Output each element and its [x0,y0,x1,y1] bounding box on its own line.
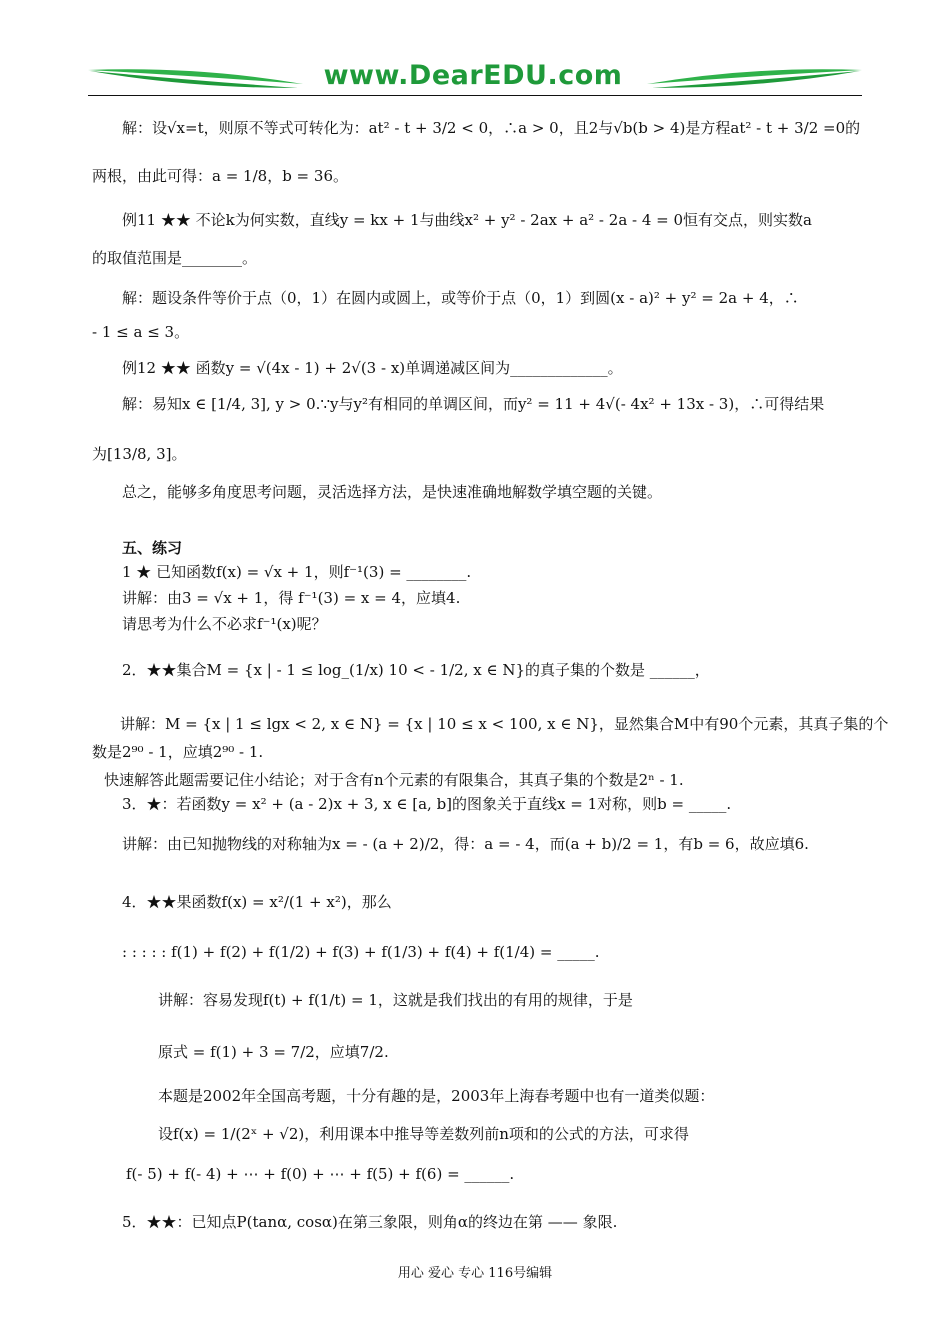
text-line: 2．★★集合M = {x | - 1 ≤ log_(1/x) 10 < - 1/2, x ∈ N}的真子集的个数是 ______， [122,661,710,679]
page-header [88,58,862,98]
text-line: 讲解：M = {x | 1 ≤ lgx < 2, x ∈ N} = {x | 10 ≤ x < 100, x ∈ N}，显然集合M中有90个元素，其真子集的个 [120,715,889,733]
site-logo[interactable]: www.DearEDU.com [323,60,623,91]
text-line: 设f(x) = 1/(2ˣ + √2)，利用课本中推导等差数列前n项和的公式的方法，可求得 [158,1125,689,1143]
text-line: f(- 5) + f(- 4) + ⋯ + f(0) + ⋯ + f(5) + f(6) = ______. [126,1165,515,1183]
text-line: 为[13/8, 3]。 [92,445,187,463]
text-line: 讲解：容易发现f(t) + f(1/t) = 1，这就是我们找出的有用的规律，于是 [158,991,633,1009]
text-line: - 1 ≤ a ≤ 3。 [92,323,190,341]
text-line: 快速解答此题需要记住小结论；对于含有n个元素的有限集合，其真子集的个数是2ⁿ - 1. [104,771,684,789]
text-line: 4．★★果函数f(x) = x²/(1 + x²)，那么 [122,893,392,911]
text-line: 5．★★：已知点P(tanα, cosα)在第三象限，则角α的终边在第 —— 象限. [122,1213,618,1231]
page-footer: 用心 爱心 专心 116号编辑 [397,1266,553,1281]
text-line: 原式 = f(1) + 3 = 7/2，应填7/2. [158,1043,389,1061]
header-rule [88,95,862,96]
text-line: 讲解：由已知抛物线的对称轴为x = - (a + 2)/2，得：a = - 4，而(a + b)/2 = 1，有b = 6，故应填6. [122,835,809,853]
text-line: 讲解：由3 = √x + 1，得 f⁻¹(3) = x = 4，应填4. [122,589,461,607]
text-line: 请思考为什么不必求f⁻¹(x)呢？ [122,615,327,633]
text-line: : : : : : f(1) + f(2) + f(1/2) + f(3) + f(1/3) + f(4) + f(1/4) = _____. [122,943,600,961]
text-line: 数是2⁹⁰ - 1，应填2⁹⁰ - 1. [92,743,264,761]
text-line: 本题是2002年全国高考题，十分有趣的是，2003年上海春考题中也有一道类似题： [158,1087,715,1105]
text-line: 解：题设条件等价于点（0，1）在圆内或圆上，或等价于点（0，1）到圆(x - a)² + y² = 2a + 4，∴ [122,289,799,307]
text-line: 例12 ★★ 函数y = √(4x - 1) + 2√(3 - x)单调递减区间为_____________。 [122,359,623,377]
text-line: 例11 ★★ 不论k为何实数，直线y = kx + 1与曲线x² + y² - 2ax + a² - 2a - 4 = 0恒有交点，则实数a [122,211,812,229]
text-line: 解：设√x=t，则原不等式可转化为：at² - t + 3/2 < 0，∴a > 0，且2与√b(b > 4)是方程at² - t + 3/2 =0的 [122,119,861,137]
text-line: 解：易知x ∈ [1/4, 3], y > 0.∵y与y²有相同的单调区间，而y² = 11 + 4√(- 4x² + 13x - 3)，∴可得结果 [122,395,825,413]
text-line: 1 ★ 已知函数f(x) = √x + 1，则f⁻¹(3) = ________. [122,563,472,581]
section-heading: 五、练习 [122,539,183,557]
text-line: 的取值范围是________。 [92,249,258,267]
text-line: 总之，能够多角度思考问题，灵活选择方法，是快速准确地解数学填空题的关键。 [122,483,663,501]
text-line: 3．★：若函数y = x² + (a - 2)x + 3, x ∈ [a, b]的图象关于直线x = 1对称，则b = _____. [122,795,732,813]
text-line: 两根，由此可得：a = 1/8，b = 36。 [92,167,348,185]
